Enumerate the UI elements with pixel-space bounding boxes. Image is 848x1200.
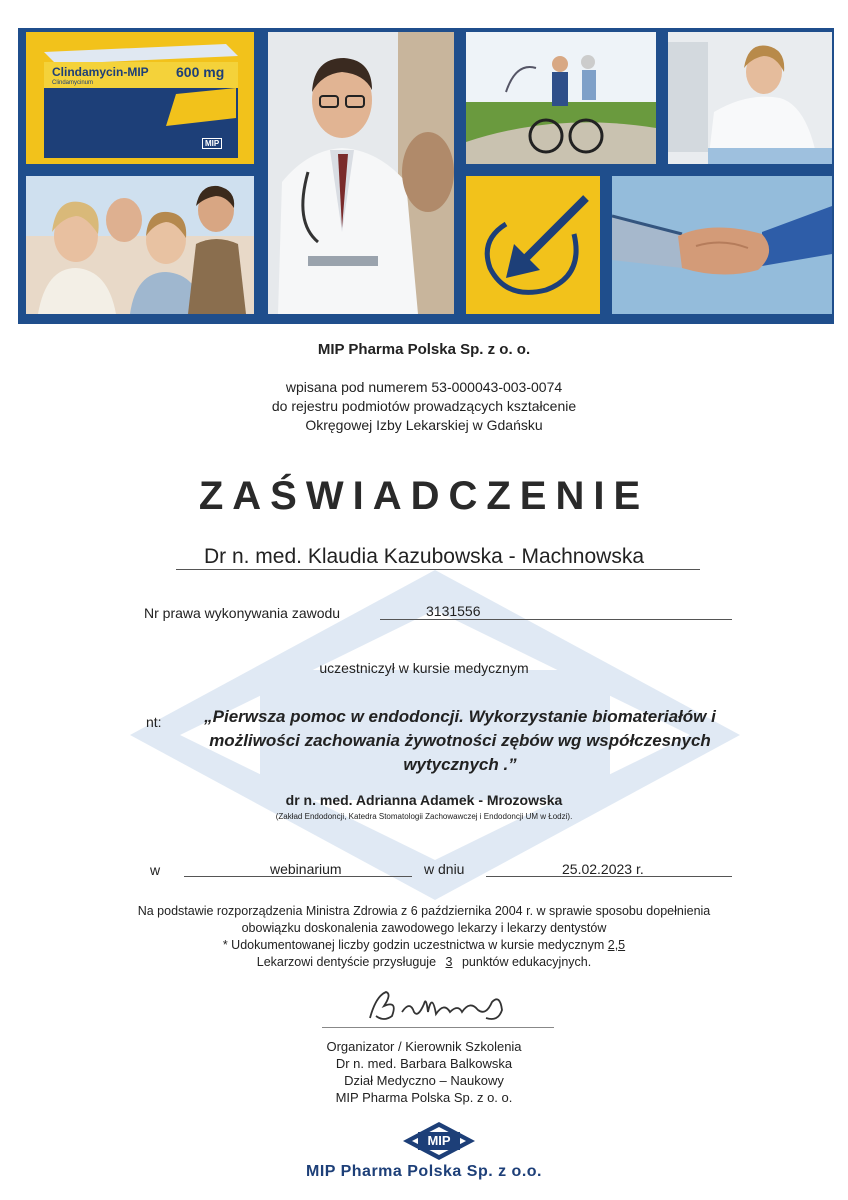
product-logo: MIP <box>202 138 222 149</box>
registry-line-2: do rejestru podmiotów prowadzących kształcenie <box>271 398 577 414</box>
points-suffix: punktów edukacyjnych. <box>461 955 592 969</box>
signatory-role: Organizator / Kierownik Szkolenia <box>326 1039 522 1054</box>
product-box-image <box>26 32 254 164</box>
product-dose: 600 mg <box>176 64 225 80</box>
legal-basis <box>0 903 848 971</box>
legal-line-1: Na podstawie rozporządzenia Ministra Zdrowia z 6 października 2004 r. w sprawie sposobu dopełnienia <box>137 904 711 918</box>
date-label: w dniu <box>424 861 465 877</box>
date-underline <box>486 876 732 877</box>
place-label: w <box>150 862 161 878</box>
points-value: 3 <box>445 955 453 969</box>
footer-company: MIP Pharma Polska Sp. z o.o. <box>306 1163 542 1180</box>
signatory-company: MIP Pharma Polska Sp. z o. o. <box>335 1090 513 1105</box>
product-subtitle: Clindamycinum <box>52 80 94 86</box>
signatory-block <box>0 1038 848 1106</box>
hours-line <box>0 937 848 954</box>
signature-image <box>362 982 522 1030</box>
license-number: 3131556 <box>426 603 481 619</box>
lab-scientist-photo <box>668 32 832 164</box>
hours-label: * Udokumentowanej liczby godzin uczestnictwa w kursie medycznym <box>222 938 605 952</box>
header-banner <box>18 28 834 324</box>
doctor-photo <box>268 32 454 314</box>
mip-logo-text: MIP <box>427 1133 451 1148</box>
registry-line-3: Okręgowej Izby Lekarskiej w Gdańsku <box>305 417 543 433</box>
points-line <box>0 954 848 971</box>
document-title: ZAŚWIADCZENIE <box>198 474 650 518</box>
cyclists-photo <box>466 32 656 164</box>
recipient-underline <box>176 569 700 570</box>
product-brand: Clindamycin-MIP <box>52 65 149 79</box>
date-value: 25.02.2023 r. <box>562 861 644 877</box>
registry-info <box>0 378 848 435</box>
course-title-line-2: możliwości zachowania żywotności zębów wg współczesnych <box>209 731 711 750</box>
place-value: webinarium <box>270 861 342 877</box>
family-photo <box>26 176 254 314</box>
course-prefix: nt: <box>146 714 162 730</box>
course-title <box>36 705 848 777</box>
arrow-graphic <box>466 176 600 314</box>
lecturer-affiliation: (Zakład Endodoncji, Katedra Stomatologii Zachowawczej i Endodoncji UM w Łodzi). <box>275 812 573 821</box>
handshake-photo <box>612 176 832 314</box>
registry-line-1: wpisana pod numerem 53-000043-003-0074 <box>285 379 563 395</box>
place-underline <box>184 876 412 877</box>
company-name: MIP Pharma Polska Sp. z o. o. <box>317 341 531 358</box>
points-label: Lekarzowi dentyście przysługuje <box>256 955 437 969</box>
license-underline <box>380 619 732 620</box>
participation-text: uczestniczył w kursie medycznym <box>319 660 529 676</box>
course-title-line-3: wytycznych .” <box>403 755 517 774</box>
signatory-name: Dr n. med. Barbara Balkowska <box>335 1056 513 1071</box>
signatory-department: Dział Medyczno – Naukowy <box>344 1073 504 1088</box>
recipient-name: Dr n. med. Klaudia Kazubowska - Machnowska <box>203 545 645 568</box>
license-label: Nr prawa wykonywania zawodu <box>144 605 341 621</box>
lecturer-name: dr n. med. Adrianna Adamek - Mrozowska <box>285 792 563 808</box>
hours-value: 2,5 <box>607 938 626 952</box>
legal-line-2: obowiązku doskonalenia zawodowego lekarzy i lekarzy dentystów <box>241 921 607 935</box>
signature-line <box>322 1027 554 1028</box>
mip-logo <box>402 1121 476 1161</box>
course-title-line-1: „Pierwsza pomoc w endodoncji. Wykorzystanie biomateriałów i <box>204 707 716 726</box>
